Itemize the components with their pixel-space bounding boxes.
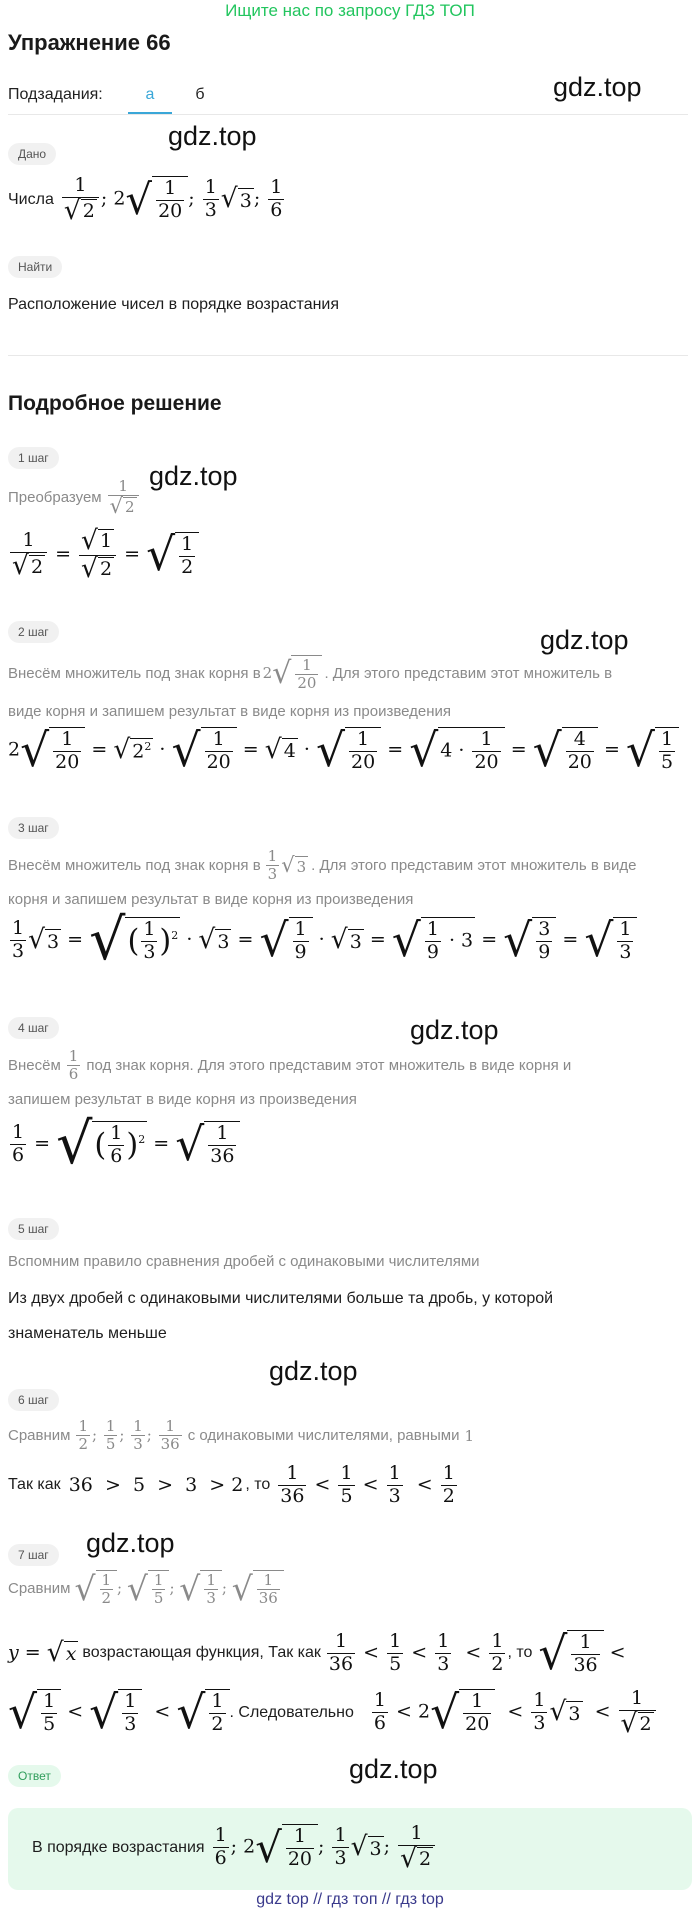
tab-a[interactable]: а — [128, 86, 172, 114]
given-tag: Дано — [8, 143, 56, 165]
watermark: gdz.top — [168, 121, 257, 151]
solution-title: Подробное решение — [8, 392, 222, 415]
subtasks-label: Подзадания: — [8, 86, 103, 103]
given-expression: $\frac{1}{√ 2}$ ; 2√ $\frac{1}{20}$ ; $\frac{1}{3}$ √ 3 ; $\frac{1}{6}$ — [63, 174, 283, 226]
step-7-text: Сравним √ $\frac{1}{2}$ ; √ $\frac{1}{5}$ ; √ $\frac{1}{3}$ ; √ $\frac{1}{36}$ — [8, 1570, 284, 1608]
step-tag: 7 шаг — [8, 1544, 59, 1566]
step-5-text: Вспомним правило сравнения дробей с одинаковыми числителями — [8, 1253, 480, 1270]
watermark: gdz.top — [540, 625, 629, 655]
find-text: Расположение чисел в порядке возрастания — [8, 296, 340, 313]
step-4-text-cont: запишем результат в виде корня из произведения — [8, 1091, 357, 1108]
watermark: gdz.top — [269, 1356, 358, 1386]
step-2-text-cont: виде корня и запишем результат в виде корня из произведения — [8, 703, 452, 720]
divider — [8, 114, 688, 115]
step-3-formula: $\frac{1}{3}$ √ 3 = √( $\frac{1}{3}$ )$^2$ · √ 3 = √ $\frac{1}{9}$ · √ 3 = √ $\frac{1}{9}$ · 3 = √ $\frac{3}{9}$ = √ $\frac{1}{3}$ — [8, 912, 637, 969]
step-1-text: Преобразуем $\frac{1}{√ 2}$ — [8, 478, 141, 517]
page-title: Упражнение 66 — [8, 30, 171, 55]
watermark: gdz.top — [553, 72, 642, 102]
answer-tag: Ответ — [8, 1765, 61, 1787]
step-4-text: Внесём $\frac{1}{6}$ под знак корня. Для этого представим этот множитель в виде корня и — [8, 1047, 572, 1084]
step-tag: 5 шаг — [8, 1218, 59, 1240]
step-7-line-1: y = √ x возрастающая функция, Так как $\frac{1}{36}$ < $\frac{1}{5}$ < $\frac{1}{3}$ < $\frac{1}{2}$ , то √ $\frac{1}{36}$ < — [8, 1626, 626, 1680]
step-4-formula: $\frac{1}{6}$ = √( $\frac{1}{6}$ )$^2$ = √ $\frac{1}{36}$ — [8, 1116, 240, 1173]
step-3-text: Внесём множитель под знак корня в $\frac{1}{3}$ √ 3 . Для этого представим этот множитель в виде — [8, 847, 637, 884]
find-tag: Найти — [8, 256, 62, 278]
step-tag: 1 шаг — [8, 447, 59, 469]
top-banner[interactable]: Ищите нас по запросу ГДЗ ТОП — [225, 1, 475, 20]
divider — [8, 355, 688, 356]
step-3-text-cont: корня и запишем результат в виде корня из произведения — [8, 891, 414, 908]
step-2-text: Внесём множитель под знак корня в 2√ $\frac{1}{20}$ . Для этого представим этот множитель в — [8, 655, 613, 693]
watermark: gdz.top — [86, 1528, 175, 1558]
answer-content: В порядке возрастания $\frac{1}{6}$ ; 2√ $\frac{1}{20}$ ; $\frac{1}{3}$ √ 3 ; $\frac{1}{√ 2}$ — [32, 1823, 437, 1872]
given-numbers — [8, 175, 286, 224]
tab-b[interactable]: б — [195, 86, 205, 103]
step-6-comparison: Так как 36 > 5 > 3 > 2 , то $\frac{1}{36}$ < $\frac{1}{5}$ < $\frac{1}{3}$ < $\frac{1}{2}$ — [8, 1462, 455, 1507]
step-7-line-2: √ $\frac{1}{5}$ < √ $\frac{1}{3}$ < √ $\frac{1}{2}$ . Следовательно $\frac{1}{6}$ < 2√ $\frac{1}{20}$ < $\frac{1}{3}$ √ 3 < $\frac{1}{√ 2}$ — [8, 1688, 658, 1737]
given-prefix: Числа — [8, 190, 54, 208]
footer-links[interactable]: gdz top // гдз топ // гдз top — [256, 1891, 444, 1908]
step-tag: 2 шаг — [8, 621, 59, 643]
watermark: gdz.top — [410, 1015, 499, 1045]
step-6-text: Сравним $\frac{1}{2}$ ; $\frac{1}{5}$ ; $\frac{1}{3}$ ; $\frac{1}{36}$ с одинаковыми числителями, равными 1 — [8, 1417, 475, 1454]
rule-line-2: знаменатель меньше — [8, 1325, 167, 1342]
step-1-formula: $\frac{1}{√ 2}$ = $\frac{√ 1}{√ 2}$ = √ $\frac{1}{2}$ — [8, 528, 199, 582]
step-tag: 3 шаг — [8, 817, 59, 839]
step-2-formula: 2√ $\frac{1}{20}$ = √ $2^2$ · √ $\frac{1}{20}$ = √ 4 · √ $\frac{1}{20}$ = √ 4 · $\frac{1}{20}$ = √ $\frac{4}{20}$ = √ $\frac{1}{5}$ — [8, 727, 679, 774]
watermark: gdz.top — [149, 461, 238, 491]
step-tag: 6 шаг — [8, 1389, 59, 1411]
step-tag: 4 шаг — [8, 1017, 59, 1039]
watermark: gdz.top — [349, 1754, 438, 1784]
rule-line-1: Из двух дробей с одинаковыми числителями больше та дробь, у которой — [8, 1290, 554, 1307]
